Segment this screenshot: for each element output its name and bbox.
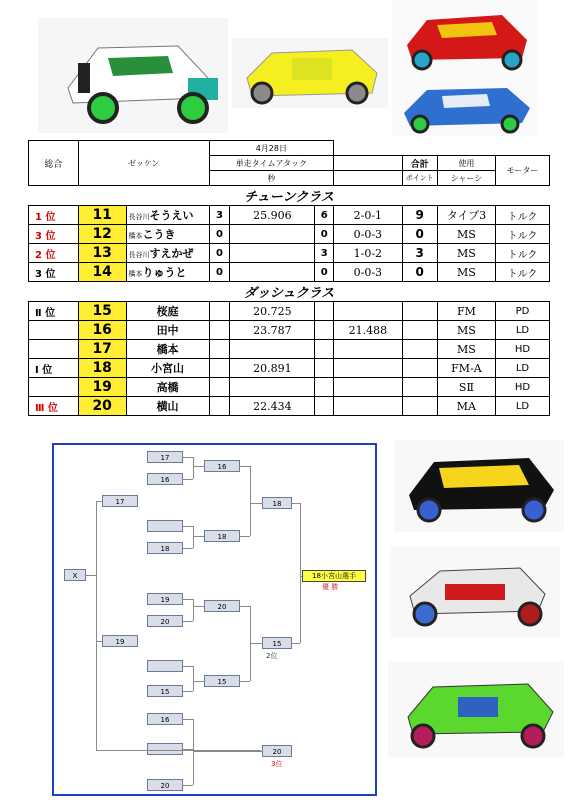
header-chassis: シャーシ	[437, 171, 495, 186]
rank-cell: Ⅰ 位	[29, 359, 79, 378]
header-seconds: 秒	[209, 171, 334, 186]
racer-name: 高橋	[126, 378, 209, 397]
header-used: 使用	[437, 156, 495, 171]
bracket-line	[300, 503, 301, 643]
bracket-slot-r1: 16	[147, 473, 183, 485]
car-photo-red	[392, 0, 537, 78]
third-place-label: 3位	[271, 760, 283, 768]
score-cell: 1-0-2	[334, 244, 402, 263]
time-cell	[230, 340, 315, 359]
score-cell: 0-0-3	[334, 225, 402, 244]
count-cell: 0	[209, 263, 230, 282]
zekken-number: 11	[78, 206, 126, 225]
name-prefix: 長谷川	[128, 213, 150, 221]
tune-class-title: チューンクラス	[29, 186, 550, 206]
time2-cell	[334, 359, 402, 378]
header-zekken: ゼッケン	[78, 141, 209, 186]
bracket-line	[193, 466, 204, 467]
name-cell	[126, 225, 209, 244]
racer-name: こうき	[142, 228, 176, 241]
time2-cell	[334, 378, 402, 397]
motor-cell: トルク	[495, 225, 549, 244]
bracket-line	[96, 501, 102, 502]
rank-cell: Ⅱ 位	[29, 302, 79, 321]
zekken-number: 16	[78, 321, 126, 340]
count-cell: 0	[209, 225, 230, 244]
tune-row	[29, 263, 550, 282]
time-cell	[230, 225, 315, 244]
header-motor: モーター	[495, 156, 549, 186]
header-points: ポイント	[402, 171, 437, 186]
tune-row	[29, 244, 550, 263]
results-table	[28, 140, 550, 416]
time-cell: 22.434	[230, 397, 315, 416]
bracket-line	[240, 606, 250, 607]
bracket-line	[183, 621, 193, 622]
racer-name: 小宮山	[126, 359, 209, 378]
count2-cell: 3	[315, 244, 334, 263]
chassis-cell: タイプ3	[437, 206, 495, 225]
rank-cell	[29, 340, 79, 359]
rank-cell: 3 位	[29, 263, 79, 282]
rank-cell: Ⅲ 位	[29, 397, 79, 416]
time2-cell	[334, 340, 402, 359]
time2-cell	[334, 397, 402, 416]
time-cell: 20.725	[230, 302, 315, 321]
bracket-slot-r1: 20	[147, 615, 183, 627]
bracket-slot-r1	[147, 743, 183, 755]
header-time-attack: 単走タイムアタック	[209, 156, 334, 171]
score-cell: 2-0-1	[334, 206, 402, 225]
bracket-line	[183, 666, 193, 667]
zekken-number: 15	[78, 302, 126, 321]
zekken-number: 17	[78, 340, 126, 359]
bracket-line	[240, 466, 250, 467]
racer-name: すえかぜ	[149, 247, 194, 260]
bracket-line	[183, 526, 193, 527]
zekken-number: 20	[78, 397, 126, 416]
bracket-slot-r1	[147, 660, 183, 672]
bracket-seed: X	[64, 569, 86, 581]
bracket-line	[240, 536, 250, 537]
bracket-slot-r2: 20	[204, 600, 240, 612]
motor-cell: トルク	[495, 244, 549, 263]
motor-cell: LD	[495, 321, 549, 340]
bracket-line	[96, 575, 97, 750]
rank-cell	[29, 321, 79, 340]
dash-class-title: ダッシュクラス	[29, 282, 550, 302]
dash-row	[29, 359, 550, 378]
name-prefix: 橋本	[128, 270, 143, 278]
bracket-slot-r3: 18	[262, 497, 292, 509]
time2-cell	[334, 302, 402, 321]
dash-row	[29, 397, 550, 416]
time2-cell: 21.488	[334, 321, 402, 340]
chassis-cell: SⅡ	[437, 378, 495, 397]
motor-cell: PD	[495, 302, 549, 321]
chassis-cell: MS	[437, 263, 495, 282]
zekken-number: 18	[78, 359, 126, 378]
bracket-slot-r2: 16	[204, 460, 240, 472]
second-place-label: 2位	[266, 652, 278, 660]
bracket-line	[183, 691, 193, 692]
bracket-line	[183, 479, 193, 480]
car-photo-white	[38, 18, 228, 133]
count2-cell: 0	[315, 263, 334, 282]
bracket-slot-r1: 16	[147, 713, 183, 725]
bracket-line	[193, 606, 204, 607]
motor-cell: トルク	[495, 263, 549, 282]
chassis-cell: FM-A	[437, 359, 495, 378]
bracket-line	[183, 749, 193, 750]
zekken-number: 14	[78, 263, 126, 282]
rank-cell	[29, 378, 79, 397]
name-prefix: 橋本	[128, 232, 143, 240]
bracket-line	[183, 548, 193, 549]
tournament-bracket	[52, 443, 377, 796]
rank-cell: 3 位	[29, 225, 79, 244]
bracket-line	[250, 466, 251, 536]
tune-row	[29, 206, 550, 225]
motor-cell: LD	[495, 397, 549, 416]
time-cell: 23.787	[230, 321, 315, 340]
chassis-cell: MS	[437, 321, 495, 340]
bracket-line	[250, 503, 262, 504]
total-cell: 0	[402, 263, 437, 282]
time-cell	[230, 244, 315, 263]
score-cell: 0-0-3	[334, 263, 402, 282]
bracket-line	[193, 719, 194, 785]
dash-row	[29, 302, 550, 321]
bracket-slot-r1: 19	[147, 593, 183, 605]
bracket-line	[183, 599, 193, 600]
chassis-cell: FM	[437, 302, 495, 321]
car-photo-blue	[392, 78, 537, 136]
racer-name: 桜庭	[126, 302, 209, 321]
total-cell: 0	[402, 225, 437, 244]
bracket-line	[250, 643, 262, 644]
winner-label: 優 勝	[322, 583, 339, 591]
chassis-cell: MA	[437, 397, 495, 416]
dash-row	[29, 378, 550, 397]
name-cell	[126, 206, 209, 225]
name-cell	[126, 244, 209, 263]
header-overall: 総合	[29, 141, 79, 186]
bracket-line	[86, 575, 96, 576]
racer-name: 田中	[126, 321, 209, 340]
bracket-line	[193, 526, 194, 548]
bracket-slot-r1: 15	[147, 685, 183, 697]
bracket-slot-r2: 17	[102, 495, 138, 507]
chassis-cell: MS	[437, 225, 495, 244]
time-cell: 20.891	[230, 359, 315, 378]
bracket-line	[183, 457, 193, 458]
count2-cell: 0	[315, 225, 334, 244]
bracket-line	[193, 666, 194, 691]
count2-cell: 6	[315, 206, 334, 225]
racer-name: そうえい	[149, 209, 194, 222]
time-cell: 25.906	[230, 206, 315, 225]
total-cell: 3	[402, 244, 437, 263]
zekken-number: 12	[78, 225, 126, 244]
bracket-slot-r2: 15	[204, 675, 240, 687]
name-cell	[126, 263, 209, 282]
dash-row	[29, 340, 550, 359]
rank-cell: 1 位	[29, 206, 79, 225]
time-cell	[230, 263, 315, 282]
header-date: 4月28日	[209, 141, 334, 156]
bracket-slot-r3: 15	[262, 637, 292, 649]
racer-name: りゅうと	[142, 266, 187, 279]
zekken-number: 13	[78, 244, 126, 263]
bracket-slot-r1: 17	[147, 451, 183, 463]
bracket-line	[193, 536, 204, 537]
dash-row	[29, 321, 550, 340]
bracket-line	[240, 681, 250, 682]
total-cell: 9	[402, 206, 437, 225]
motor-cell: LD	[495, 359, 549, 378]
name-prefix: 長谷川	[128, 251, 150, 259]
bracket-slot-r1: 20	[147, 779, 183, 791]
chassis-cell: MS	[437, 244, 495, 263]
motor-cell: HD	[495, 340, 549, 359]
motor-cell: HD	[495, 378, 549, 397]
bracket-line	[193, 599, 194, 621]
header-total: 合計	[402, 156, 437, 171]
count-cell: 3	[209, 206, 230, 225]
car-photo-green	[388, 662, 564, 758]
bracket-line	[292, 643, 300, 644]
bracket-slot-r1: 18	[147, 542, 183, 554]
car-photo-red-chassis	[390, 546, 560, 638]
winner-badge: 18小宮山選手	[302, 570, 366, 582]
rank-cell: 2 位	[29, 244, 79, 263]
chassis-cell: MS	[437, 340, 495, 359]
motor-cell: トルク	[495, 206, 549, 225]
bracket-line	[183, 785, 193, 786]
count-cell: 0	[209, 244, 230, 263]
racer-name: 横山	[126, 397, 209, 416]
tune-row	[29, 225, 550, 244]
bracket-line	[193, 681, 204, 682]
bracket-slot-r1	[147, 520, 183, 532]
racer-name: 橋本	[126, 340, 209, 359]
bracket-line	[292, 503, 300, 504]
time-cell	[230, 378, 315, 397]
zekken-number: 19	[78, 378, 126, 397]
bracket-line	[183, 719, 193, 720]
car-photo-yellow-black	[394, 440, 564, 532]
car-photo-yellow	[232, 38, 388, 108]
bracket-line	[193, 457, 194, 479]
bracket-slot-r3: 20	[262, 745, 292, 757]
bracket-slot-r2: 19	[102, 635, 138, 647]
bracket-line	[193, 751, 262, 752]
bracket-slot-r2: 18	[204, 530, 240, 542]
